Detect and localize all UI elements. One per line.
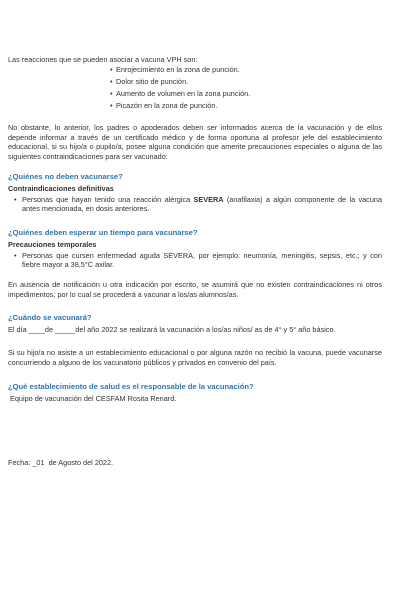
health-center-text: Equipo de vacunación del CESFAM Rosita Renard.: [10, 394, 177, 404]
notice-paragraph: No obstante, lo anterior, los padres o apoderados deben ser informados acerca de la vacunación y de ellos depende informar a través de un certificado médico y de forma oportuna al profesor jefe del establecimiento educacional, si su hijo/a o pupilo/a, posee alguna condición que amerite precauciones especiales o alguna de las siguientes contraindicaciones para ser vacunado:: [8, 123, 382, 161]
list-item: • Enrojecimiento en la zona de punción.: [110, 64, 240, 74]
section-no-vaccinate: [8, 172, 382, 214]
bullet-icon: •: [110, 101, 113, 111]
reactions-list: [110, 65, 382, 111]
section-wait: [8, 228, 382, 270]
section-heading: ¿Cuándo se vacunará?: [8, 313, 92, 322]
section-where: [8, 382, 382, 404]
date-line: Fecha: _01 de Agosto del 2022.: [8, 458, 114, 467]
absent-student-paragraph: Si su hijo/a no asiste a un establecimiento educacional o por alguna razón no recibió la vacuna, puede vacunarse concurriendo a alguno de los vacunatorio públicos y privados en convenio del país.: [8, 348, 382, 367]
list-item: • Picazón en la zona de punción.: [110, 101, 218, 111]
reactions-intro: [8, 55, 382, 114]
section-heading: ¿Qué establecimiento de salud es el responsable de la vacunación?: [8, 382, 254, 391]
list-item: • Personas que hayan tenido una reacción alérgica SEVERA (anafilaxia) a algún componente de la vacuna antes mencionada, en dosis anteriores.: [14, 194, 382, 214]
section-subheading: Contraindicaciones definitivas: [8, 184, 114, 194]
list-item: • Dolor sitio de punción.: [110, 76, 189, 86]
section-subheading: Precauciones temporales: [8, 240, 97, 250]
section-heading: ¿Quiénes deben esperar un tiempo para vacunarse?: [8, 228, 198, 237]
list-item: • Aumento de volumen en la zona punción.: [110, 89, 251, 99]
vaccination-date-text: El día ____de _____del año 2022 se realizará la vacunación a los/as niños/ as de 4° y 5° año básico.: [8, 325, 336, 335]
bullet-icon: •: [110, 64, 113, 74]
list-item: • Personas que cursen enfermedad aguda SEVERA, por ejemplo: neumonía, meningitis, sepsis, etc.; y con fiebre mayor a 38,5°C axilar.: [14, 250, 382, 270]
bullet-icon: •: [110, 76, 113, 86]
absence-paragraph: En ausencia de notificación u otra indicación por escrito, se asumirá que no existen contraindicaciones ni otros impedimentos, por lo cual se procederá a vacunar a los/as alumnos/as.: [8, 280, 382, 299]
section-heading: ¿Quiénes no deben vacunarse?: [8, 172, 123, 181]
reactions-lead: Las reacciones que se pueden asociar a vacuna VPH son:: [8, 55, 198, 64]
section-when: [8, 313, 382, 335]
bullet-icon: •: [14, 250, 17, 260]
bullet-icon: •: [110, 89, 113, 99]
bullet-icon: •: [14, 194, 17, 204]
